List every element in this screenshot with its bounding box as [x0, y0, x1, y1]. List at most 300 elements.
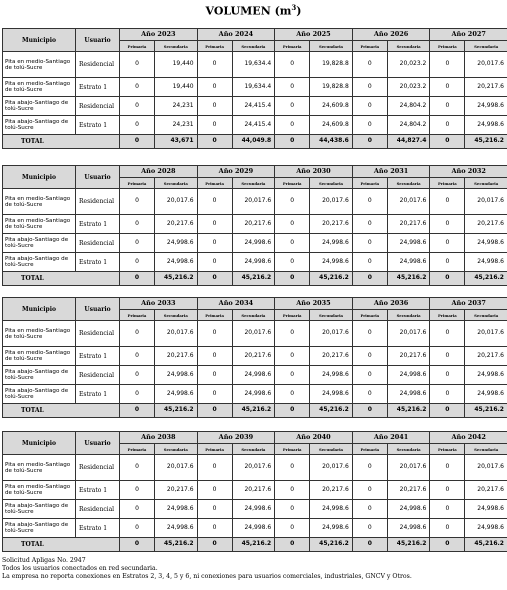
cell-primaria: 0: [197, 321, 232, 347]
year-header: Año 2034: [197, 298, 275, 310]
cell-municipio: Pita abajo-Santiago de tolú-Sucre: [3, 97, 76, 116]
subheader-secundaria: Secundaria: [155, 444, 198, 455]
total-secundaria: 45,216.2: [232, 538, 275, 552]
cell-secundaria: 19,828.8: [310, 78, 353, 97]
year-header: Año 2023: [120, 29, 198, 41]
cell-secundaria: 19,440: [155, 78, 198, 97]
year-header: Año 2030: [275, 166, 353, 178]
table-row: [3, 455, 507, 481]
year-header: Año 2025: [275, 29, 353, 41]
total-label: TOTAL: [3, 135, 120, 149]
total-secundaria: 45,216.2: [387, 404, 430, 418]
cell-primaria: 0: [352, 481, 387, 500]
cell-secundaria: 20,217.6: [387, 347, 430, 366]
total-row: [3, 404, 507, 418]
table-row: [3, 500, 507, 519]
subheader-primaria: Primaria: [120, 310, 155, 321]
subheader-secundaria: Secundaria: [465, 41, 507, 52]
cell-primaria: 0: [352, 253, 387, 272]
cell-primaria: 0: [430, 481, 465, 500]
cell-secundaria: 24,998.6: [387, 234, 430, 253]
subheader-secundaria: Secundaria: [310, 310, 353, 321]
total-secundaria: 45,216.2: [465, 404, 507, 418]
cell-secundaria: 24,231: [155, 116, 198, 135]
total-primaria: 0: [197, 272, 232, 286]
cell-secundaria: 20,217.6: [155, 215, 198, 234]
cell-secundaria: 24,998.6: [387, 385, 430, 404]
column-header-usuario: Usuario: [76, 432, 120, 455]
header-row-years: [3, 298, 507, 310]
table-row: [3, 366, 507, 385]
total-secundaria: 45,216.2: [387, 538, 430, 552]
cell-secundaria: 19,634.4: [232, 52, 275, 78]
cell-secundaria: 20,017.6: [310, 189, 353, 215]
cell-primaria: 0: [275, 347, 310, 366]
table-row: [3, 385, 507, 404]
cell-usuario: Residencial: [76, 455, 120, 481]
cell-municipio: Pita abajo-Santiago de tolú-Sucre: [3, 366, 76, 385]
cell-secundaria: 20,217.6: [310, 481, 353, 500]
cell-primaria: 0: [430, 519, 465, 538]
cell-municipio: Pita en medio-Santiago de tolú-Sucre: [3, 52, 76, 78]
cell-primaria: 0: [197, 234, 232, 253]
subheader-primaria: Primaria: [430, 178, 465, 189]
cell-secundaria: 24,998.6: [232, 253, 275, 272]
cell-usuario: Residencial: [76, 321, 120, 347]
cell-secundaria: 24,998.6: [465, 385, 507, 404]
cell-primaria: 0: [275, 52, 310, 78]
subheader-secundaria: Secundaria: [232, 310, 275, 321]
cell-secundaria: 24,998.6: [232, 234, 275, 253]
year-header: Año 2031: [352, 166, 430, 178]
cell-primaria: 0: [197, 52, 232, 78]
year-header: Año 2040: [275, 432, 353, 444]
cell-primaria: 0: [120, 52, 155, 78]
cell-usuario: Estrato 1: [76, 78, 120, 97]
subheader-primaria: Primaria: [197, 41, 232, 52]
cell-primaria: 0: [430, 366, 465, 385]
cell-secundaria: 19,828.8: [310, 52, 353, 78]
total-primaria: 0: [120, 135, 155, 149]
cell-secundaria: 20,017.6: [232, 189, 275, 215]
total-label: TOTAL: [3, 538, 120, 552]
cell-usuario: Estrato 1: [76, 385, 120, 404]
total-primaria: 0: [275, 538, 310, 552]
cell-secundaria: 20,017.6: [465, 455, 507, 481]
table-row: [3, 321, 507, 347]
cell-primaria: 0: [275, 366, 310, 385]
cell-primaria: 0: [197, 215, 232, 234]
total-secundaria: 44,438.6: [310, 135, 353, 149]
total-secundaria: 45,216.2: [155, 404, 198, 418]
total-primaria: 0: [197, 538, 232, 552]
cell-municipio: Pita abajo-Santiago de tolú-Sucre: [3, 253, 76, 272]
cell-secundaria: 24,998.6: [465, 253, 507, 272]
title-superscript: 3: [291, 3, 297, 12]
cell-municipio: Pita abajo-Santiago de tolú-Sucre: [3, 500, 76, 519]
cell-primaria: 0: [430, 347, 465, 366]
cell-secundaria: 20,017.6: [232, 455, 275, 481]
year-header: Año 2026: [352, 29, 430, 41]
cell-primaria: 0: [430, 253, 465, 272]
cell-primaria: 0: [275, 321, 310, 347]
cell-primaria: 0: [197, 347, 232, 366]
cell-primaria: 0: [275, 253, 310, 272]
cell-secundaria: 20,217.6: [465, 481, 507, 500]
cell-secundaria: 24,998.6: [155, 500, 198, 519]
cell-primaria: 0: [352, 347, 387, 366]
table-row: [3, 234, 507, 253]
subheader-secundaria: Secundaria: [387, 178, 430, 189]
cell-secundaria: 20,217.6: [232, 481, 275, 500]
cell-primaria: 0: [430, 234, 465, 253]
total-primaria: 0: [430, 272, 465, 286]
cell-primaria: 0: [352, 519, 387, 538]
column-header-usuario: Usuario: [76, 166, 120, 189]
cell-municipio: Pita en medio-Santiago de tolú-Sucre: [3, 215, 76, 234]
cell-secundaria: 24,998.6: [155, 385, 198, 404]
cell-usuario: Residencial: [76, 234, 120, 253]
cell-secundaria: 24,998.6: [387, 519, 430, 538]
year-header: Año 2036: [352, 298, 430, 310]
table-row: [3, 189, 507, 215]
cell-primaria: 0: [352, 321, 387, 347]
cell-municipio: Pita en medio-Santiago de tolú-Sucre: [3, 455, 76, 481]
subheader-primaria: Primaria: [197, 178, 232, 189]
table-row: [3, 78, 507, 97]
total-primaria: 0: [430, 135, 465, 149]
cell-primaria: 0: [275, 519, 310, 538]
footnote-request: Solicitud Apligas No. 2947: [2, 557, 86, 564]
cell-secundaria: 20,017.6: [465, 189, 507, 215]
cell-secundaria: 20,217.6: [310, 347, 353, 366]
cell-usuario: Estrato 1: [76, 215, 120, 234]
total-primaria: 0: [197, 135, 232, 149]
year-header: Año 2038: [120, 432, 198, 444]
table-row: [3, 347, 507, 366]
total-secundaria: 45,216.2: [387, 272, 430, 286]
subheader-secundaria: Secundaria: [310, 444, 353, 455]
cell-secundaria: 24,998.6: [310, 500, 353, 519]
subheader-primaria: Primaria: [120, 444, 155, 455]
cell-secundaria: 24,998.6: [155, 234, 198, 253]
total-primaria: 0: [120, 538, 155, 552]
cell-primaria: 0: [197, 97, 232, 116]
cell-primaria: 0: [430, 97, 465, 116]
cell-secundaria: 24,998.6: [310, 385, 353, 404]
volume-table: [2, 431, 507, 552]
cell-municipio: Pita en medio-Santiago de tolú-Sucre: [3, 321, 76, 347]
cell-secundaria: 20,217.6: [465, 78, 507, 97]
volume-table-1: [2, 28, 505, 149]
cell-municipio: Pita abajo-Santiago de tolú-Sucre: [3, 519, 76, 538]
cell-primaria: 0: [120, 347, 155, 366]
total-primaria: 0: [352, 538, 387, 552]
footnotes: [2, 557, 505, 581]
volume-table: [2, 165, 507, 286]
cell-secundaria: 19,634.4: [232, 78, 275, 97]
cell-secundaria: 24,998.6: [465, 519, 507, 538]
cell-primaria: 0: [197, 366, 232, 385]
total-secundaria: 45,216.2: [232, 272, 275, 286]
subheader-secundaria: Secundaria: [387, 41, 430, 52]
table-row: [3, 116, 507, 135]
cell-secundaria: 24,998.6: [387, 500, 430, 519]
cell-primaria: 0: [197, 253, 232, 272]
cell-secundaria: 20,017.6: [155, 321, 198, 347]
cell-secundaria: 20,017.6: [310, 455, 353, 481]
cell-secundaria: 24,609.8: [310, 116, 353, 135]
year-header: Año 2041: [352, 432, 430, 444]
cell-primaria: 0: [197, 519, 232, 538]
table-row: [3, 97, 507, 116]
subheader-secundaria: Secundaria: [232, 41, 275, 52]
total-secundaria: 43,671: [155, 135, 198, 149]
cell-primaria: 0: [120, 234, 155, 253]
subheader-primaria: Primaria: [120, 178, 155, 189]
cell-municipio: Pita abajo-Santiago de tolú-Sucre: [3, 116, 76, 135]
cell-primaria: 0: [197, 481, 232, 500]
total-secundaria: 45,216.2: [465, 272, 507, 286]
cell-secundaria: 24,998.6: [465, 116, 507, 135]
cell-primaria: 0: [120, 78, 155, 97]
cell-municipio: Pita abajo-Santiago de tolú-Sucre: [3, 385, 76, 404]
title-close: ): [296, 4, 302, 18]
cell-secundaria: 24,998.6: [387, 253, 430, 272]
cell-primaria: 0: [430, 52, 465, 78]
cell-primaria: 0: [120, 481, 155, 500]
cell-primaria: 0: [197, 189, 232, 215]
cell-usuario: Residencial: [76, 366, 120, 385]
cell-secundaria: 20,017.6: [155, 455, 198, 481]
cell-secundaria: 24,998.6: [465, 234, 507, 253]
year-header: Año 2037: [430, 298, 507, 310]
cell-primaria: 0: [430, 321, 465, 347]
cell-secundaria: 20,017.6: [310, 321, 353, 347]
subheader-primaria: Primaria: [430, 444, 465, 455]
cell-municipio: Pita abajo-Santiago de tolú-Sucre: [3, 234, 76, 253]
column-header-usuario: Usuario: [76, 29, 120, 52]
cell-secundaria: 24,804.2: [387, 116, 430, 135]
cell-secundaria: 20,217.6: [387, 481, 430, 500]
subheader-secundaria: Secundaria: [465, 310, 507, 321]
cell-primaria: 0: [120, 189, 155, 215]
cell-secundaria: 20,217.6: [232, 347, 275, 366]
total-label: TOTAL: [3, 272, 120, 286]
footnote-network: Todos los usuarios conectados en red secundaria.: [2, 565, 158, 572]
total-secundaria: 45,216.2: [155, 538, 198, 552]
subheader-primaria: Primaria: [120, 41, 155, 52]
cell-secundaria: 24,998.6: [232, 366, 275, 385]
cell-primaria: 0: [275, 116, 310, 135]
cell-primaria: 0: [197, 116, 232, 135]
cell-secundaria: 20,023.2: [387, 78, 430, 97]
header-row-years: [3, 432, 507, 444]
total-secundaria: 44,827.4: [387, 135, 430, 149]
total-primaria: 0: [352, 135, 387, 149]
year-header: Año 2024: [197, 29, 275, 41]
cell-secundaria: 24,998.6: [465, 500, 507, 519]
cell-secundaria: 24,998.6: [155, 519, 198, 538]
cell-secundaria: 24,998.6: [232, 519, 275, 538]
subheader-secundaria: Secundaria: [310, 41, 353, 52]
cell-secundaria: 24,998.6: [232, 385, 275, 404]
cell-primaria: 0: [352, 116, 387, 135]
subheader-secundaria: Secundaria: [465, 178, 507, 189]
total-primaria: 0: [430, 538, 465, 552]
page-title: [0, 0, 507, 20]
cell-secundaria: 24,998.6: [310, 234, 353, 253]
subheader-primaria: Primaria: [352, 41, 387, 52]
cell-secundaria: 24,998.6: [387, 366, 430, 385]
cell-primaria: 0: [275, 500, 310, 519]
table-row: [3, 519, 507, 538]
cell-usuario: Estrato 1: [76, 116, 120, 135]
total-row: [3, 135, 507, 149]
total-secundaria: 45,216.2: [155, 272, 198, 286]
total-secundaria: 45,216.2: [310, 538, 353, 552]
volume-table-2: [2, 165, 505, 286]
cell-secundaria: 20,017.6: [465, 321, 507, 347]
subheader-primaria: Primaria: [352, 178, 387, 189]
cell-primaria: 0: [120, 215, 155, 234]
cell-municipio: Pita en medio-Santiago de tolú-Sucre: [3, 347, 76, 366]
cell-primaria: 0: [430, 500, 465, 519]
cell-secundaria: 20,017.6: [155, 189, 198, 215]
subheader-primaria: Primaria: [197, 310, 232, 321]
subheader-secundaria: Secundaria: [155, 41, 198, 52]
cell-primaria: 0: [430, 385, 465, 404]
volume-table-4: [2, 431, 505, 552]
cell-secundaria: 24,609.8: [310, 97, 353, 116]
cell-usuario: Estrato 1: [76, 519, 120, 538]
cell-primaria: 0: [352, 97, 387, 116]
total-secundaria: 45,216.2: [232, 404, 275, 418]
cell-primaria: 0: [120, 455, 155, 481]
cell-primaria: 0: [120, 500, 155, 519]
cell-primaria: 0: [430, 189, 465, 215]
volume-table: [2, 297, 507, 418]
cell-secundaria: 20,017.6: [387, 321, 430, 347]
total-primaria: 0: [275, 135, 310, 149]
cell-primaria: 0: [352, 366, 387, 385]
subheader-secundaria: Secundaria: [232, 444, 275, 455]
cell-secundaria: 19,440: [155, 52, 198, 78]
total-primaria: 0: [120, 404, 155, 418]
table-row: [3, 253, 507, 272]
year-header: Año 2033: [120, 298, 198, 310]
total-secundaria: 45,216.2: [310, 404, 353, 418]
total-row: [3, 538, 507, 552]
total-secundaria: 45,216.2: [465, 135, 507, 149]
cell-secundaria: 24,998.6: [465, 97, 507, 116]
cell-secundaria: 20,017.6: [465, 52, 507, 78]
year-header: Año 2035: [275, 298, 353, 310]
cell-primaria: 0: [120, 519, 155, 538]
column-header-municipio: Municipio: [3, 29, 76, 52]
cell-primaria: 0: [197, 385, 232, 404]
cell-primaria: 0: [120, 321, 155, 347]
cell-secundaria: 24,998.6: [155, 366, 198, 385]
year-header: Año 2027: [430, 29, 507, 41]
cell-primaria: 0: [275, 97, 310, 116]
cell-primaria: 0: [275, 455, 310, 481]
cell-secundaria: 24,804.2: [387, 97, 430, 116]
cell-secundaria: 24,998.6: [155, 253, 198, 272]
total-row: [3, 272, 507, 286]
volume-table: [2, 28, 507, 149]
volume-table-3: [2, 297, 505, 418]
subheader-primaria: Primaria: [352, 444, 387, 455]
subheader-primaria: Primaria: [275, 444, 310, 455]
subheader-secundaria: Secundaria: [465, 444, 507, 455]
cell-primaria: 0: [197, 78, 232, 97]
subheader-secundaria: Secundaria: [387, 444, 430, 455]
cell-secundaria: 20,217.6: [465, 215, 507, 234]
cell-primaria: 0: [120, 385, 155, 404]
cell-primaria: 0: [197, 455, 232, 481]
total-primaria: 0: [430, 404, 465, 418]
total-primaria: 0: [275, 272, 310, 286]
cell-primaria: 0: [197, 500, 232, 519]
cell-secundaria: 20,217.6: [465, 347, 507, 366]
cell-usuario: Residencial: [76, 52, 120, 78]
cell-usuario: Residencial: [76, 189, 120, 215]
subheader-primaria: Primaria: [430, 310, 465, 321]
cell-primaria: 0: [352, 500, 387, 519]
cell-primaria: 0: [430, 215, 465, 234]
cell-secundaria: 24,998.6: [310, 253, 353, 272]
cell-secundaria: 20,217.6: [155, 481, 198, 500]
cell-primaria: 0: [352, 52, 387, 78]
table-row: [3, 52, 507, 78]
footnote-strata: La empresa no reporta conexiones en Estratos 2, 3, 4, 5 y 6, ni conexiones para usuarios comerciales, industriales, GNCV y Otros.: [2, 573, 412, 580]
year-header: Año 2042: [430, 432, 507, 444]
subheader-secundaria: Secundaria: [387, 310, 430, 321]
cell-primaria: 0: [120, 97, 155, 116]
cell-secundaria: 24,415.4: [232, 97, 275, 116]
year-header: Año 2032: [430, 166, 507, 178]
title-text: VOLUMEN (m: [205, 4, 292, 18]
cell-primaria: 0: [352, 215, 387, 234]
cell-secundaria: 20,017.6: [232, 321, 275, 347]
subheader-primaria: Primaria: [352, 310, 387, 321]
cell-secundaria: 20,217.6: [310, 215, 353, 234]
cell-secundaria: 24,998.6: [310, 366, 353, 385]
cell-primaria: 0: [120, 253, 155, 272]
subheader-secundaria: Secundaria: [155, 178, 198, 189]
total-primaria: 0: [275, 404, 310, 418]
cell-primaria: 0: [275, 385, 310, 404]
cell-usuario: Estrato 1: [76, 481, 120, 500]
column-header-municipio: Municipio: [3, 166, 76, 189]
cell-primaria: 0: [352, 234, 387, 253]
total-primaria: 0: [120, 272, 155, 286]
cell-primaria: 0: [275, 234, 310, 253]
cell-primaria: 0: [275, 189, 310, 215]
total-primaria: 0: [352, 272, 387, 286]
year-header: Año 2028: [120, 166, 198, 178]
subheader-secundaria: Secundaria: [310, 178, 353, 189]
cell-primaria: 0: [275, 215, 310, 234]
cell-primaria: 0: [352, 385, 387, 404]
cell-secundaria: 24,998.6: [310, 519, 353, 538]
subheader-primaria: Primaria: [275, 178, 310, 189]
table-row: [3, 481, 507, 500]
total-secundaria: 45,216.2: [465, 538, 507, 552]
year-header: Año 2039: [197, 432, 275, 444]
cell-secundaria: 20,217.6: [155, 347, 198, 366]
